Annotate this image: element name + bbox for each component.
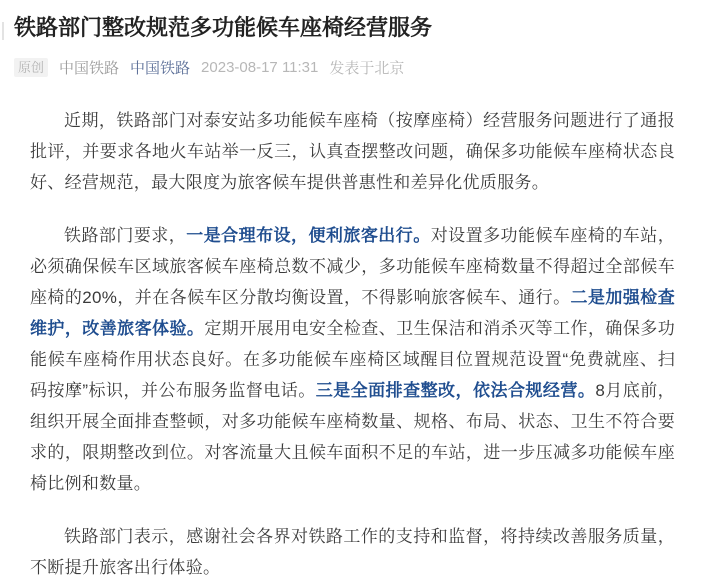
emphasis-text: 三是全面排查整改，依法合规经营。 bbox=[315, 381, 596, 400]
body-text: 铁路部门表示，感谢社会各界对铁路工作的支持和监督，将持续改善服务质量，不断提升旅客出行体验。 bbox=[30, 527, 675, 577]
article-content bbox=[30, 105, 675, 583]
body-text: 近期，铁路部门对泰安站多功能候车座椅（按摩座椅）经营服务问题进行了通报批评，并要求各地火车站举一反三，认真查摆整改问题，确保多功能候车座椅状态良好、经营规范，最大限度为旅客候车提供普惠性和差异化优质服务。 bbox=[30, 111, 675, 192]
body-text: 对设置多功能候车座椅的车站，必须确保候车区域旅客候车座椅总数不减少，多功能候车座椅数量不得超过全部候车座椅的20%，并在各候车区分散均衡设置，不得影响旅客候车、通行。 bbox=[30, 226, 675, 307]
body-text: 8月底前，组织开展全面排查整顿，对多功能候车座椅数量、规格、布局、状态、卫生不符合要求的，限期整改到位。对客流量大且候车面积不足的车站，进一步压减多功能候车座椅比例和数量。 bbox=[30, 381, 675, 493]
article bbox=[0, 12, 705, 583]
edge-artifact bbox=[2, 22, 4, 40]
article-meta bbox=[14, 57, 691, 78]
article-title: 铁路部门整改规范多功能候车座椅经营服务 bbox=[14, 15, 433, 40]
paragraph bbox=[30, 105, 675, 198]
emphasis-text: 二是加强检查维护，改善旅客体验。 bbox=[30, 288, 675, 338]
author-name: 中国铁路 bbox=[59, 60, 120, 77]
publish-location: 发表于北京 bbox=[329, 60, 405, 77]
publish-time: 2023-08-17 11:31 bbox=[201, 59, 319, 76]
emphasis-text: 一是合理布设，便利旅客出行。 bbox=[186, 226, 431, 245]
paragraph bbox=[30, 220, 675, 499]
body-text: 铁路部门要求， bbox=[64, 226, 187, 245]
original-badge: 原创 bbox=[14, 58, 48, 77]
body-text: 定期开展用电安全检查、卫生保洁和消杀灭等工作，确保多功能候车座椅作用状态良好。在多功能候车座椅区域醒目位置规范设置“免费就座、扫码按摩”标识，并公布服务监督电话。 bbox=[30, 319, 675, 400]
account-link[interactable]: 中国铁路 bbox=[130, 60, 191, 77]
paragraph bbox=[30, 521, 675, 583]
